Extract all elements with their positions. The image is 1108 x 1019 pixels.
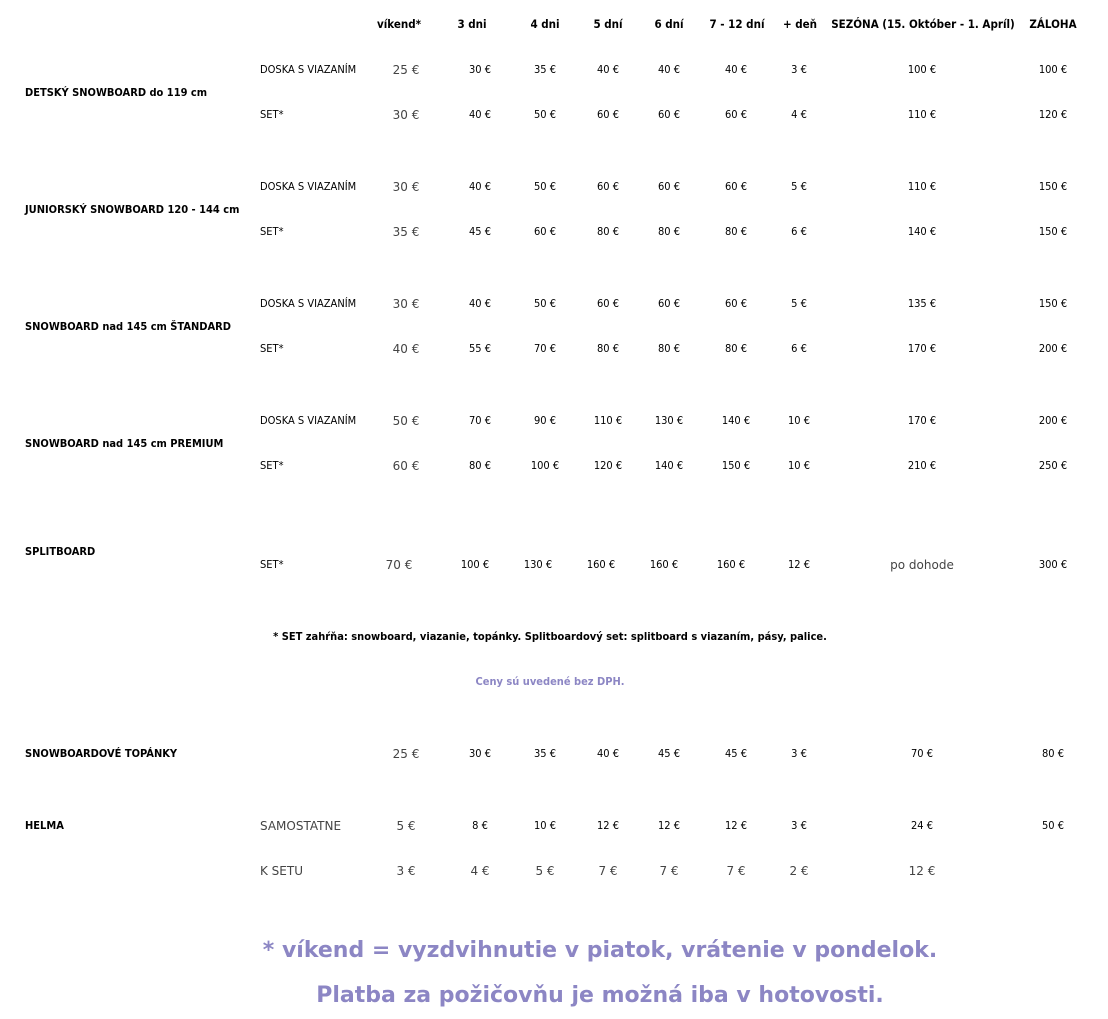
price-cell: 60 €	[596, 297, 620, 310]
price-cell: 160 €	[649, 558, 679, 571]
price-cell: po dohode	[890, 558, 954, 572]
price-cell: 140 €	[907, 225, 937, 238]
price-cell: 60 €	[657, 297, 681, 310]
column-header: víkend*	[376, 17, 422, 31]
set-note: * SET zahŕňa: snowboard, viazanie, topánky. Splitboardový set: splitboard s viazaním, pásy, palice.	[273, 630, 827, 643]
price-cell: 170 €	[907, 342, 937, 355]
product-name: SNOWBOARD nad 145 cm PREMIUM	[25, 437, 224, 450]
price-cell: 120 €	[1038, 108, 1068, 121]
column-header: 6 dní	[654, 17, 684, 31]
price-cell: 60 €	[724, 297, 748, 310]
price-cell: 40 €	[657, 63, 681, 76]
price-cell: 40 €	[468, 180, 492, 193]
price-cell: 80 €	[596, 342, 620, 355]
price-cell: 70 €	[385, 558, 413, 572]
row-label: DOSKA S VIAZANÍM	[260, 180, 357, 193]
price-cell: 100 €	[1038, 63, 1068, 76]
product-name: SNOWBOARDOVÉ TOPÁNKY	[25, 747, 178, 760]
price-cell: 70 €	[910, 747, 934, 760]
price-cell: 7 €	[598, 864, 618, 878]
price-cell: 60 €	[724, 180, 748, 193]
price-cell: 80 €	[657, 342, 681, 355]
row-label: DOSKA S VIAZANÍM	[260, 297, 357, 310]
price-cell: 5 €	[396, 819, 416, 833]
price-cell: 80 €	[657, 225, 681, 238]
price-cell: 55 €	[468, 342, 492, 355]
product-name: SPLITBOARD	[25, 545, 96, 558]
price-cell: 35 €	[533, 63, 557, 76]
row-label: SAMOSTATNE	[260, 819, 342, 833]
price-cell: 40 €	[468, 108, 492, 121]
price-cell: 35 €	[392, 225, 420, 239]
column-header: 5 dní	[593, 17, 623, 31]
price-cell: 6 €	[791, 342, 807, 355]
price-cell: 4 €	[470, 864, 490, 878]
column-header: ZÁLOHA	[1029, 17, 1077, 31]
price-cell: 200 €	[1038, 342, 1068, 355]
price-cell: 12 €	[657, 819, 681, 832]
price-cell: 210 €	[907, 459, 937, 472]
price-cell: 110 €	[593, 414, 623, 427]
price-cell: 120 €	[593, 459, 623, 472]
price-cell: 4 €	[791, 108, 807, 121]
price-cell: 140 €	[721, 414, 751, 427]
column-header: 3 dni	[457, 17, 487, 31]
vat-note: Ceny sú uvedené bez DPH.	[475, 675, 625, 688]
price-cell: 70 €	[533, 342, 557, 355]
weekend-note: * víkend = vyzdvihnutie v piatok, vrátenie v pondelok.	[262, 938, 938, 963]
price-cell: 5 €	[791, 180, 807, 193]
price-cell: 150 €	[1038, 225, 1068, 238]
price-cell: 100 €	[907, 63, 937, 76]
price-cell: 45 €	[468, 225, 492, 238]
price-cell: 60 €	[724, 108, 748, 121]
price-cell: 3 €	[791, 819, 807, 832]
price-cell: 160 €	[586, 558, 616, 571]
price-cell: 10 €	[787, 459, 811, 472]
row-label: K SETU	[260, 864, 303, 878]
price-cell: 35 €	[533, 747, 557, 760]
price-cell: 3 €	[791, 63, 807, 76]
column-header: SEZÓNA (15. Október - 1. Apríl)	[831, 17, 1015, 31]
price-cell: 30 €	[392, 108, 420, 122]
price-cell: 150 €	[1038, 297, 1068, 310]
price-cell: 2 €	[789, 864, 809, 878]
price-cell: 30 €	[392, 297, 420, 311]
price-cell: 10 €	[787, 414, 811, 427]
row-label: SET*	[260, 108, 284, 121]
row-label: SET*	[260, 342, 284, 355]
product-name: SNOWBOARD nad 145 cm ŠTANDARD	[25, 320, 231, 333]
price-cell: 3 €	[791, 747, 807, 760]
price-cell: 12 €	[724, 819, 748, 832]
price-cell: 300 €	[1038, 558, 1068, 571]
price-cell: 135 €	[907, 297, 937, 310]
price-cell: 110 €	[907, 180, 937, 193]
price-cell: 80 €	[724, 225, 748, 238]
price-cell: 80 €	[596, 225, 620, 238]
column-header: + deň	[782, 17, 818, 31]
price-cell: 40 €	[724, 63, 748, 76]
price-cell: 24 €	[910, 819, 934, 832]
price-cell: 7 €	[726, 864, 746, 878]
price-cell: 150 €	[721, 459, 751, 472]
price-cell: 130 €	[523, 558, 553, 571]
price-cell: 80 €	[1041, 747, 1065, 760]
price-cell: 60 €	[596, 108, 620, 121]
price-cell: 50 €	[1041, 819, 1065, 832]
price-cell: 50 €	[533, 108, 557, 121]
price-cell: 60 €	[596, 180, 620, 193]
price-cell: 90 €	[533, 414, 557, 427]
price-cell: 8 €	[472, 819, 488, 832]
price-cell: 60 €	[657, 108, 681, 121]
price-cell: 60 €	[533, 225, 557, 238]
price-cell: 250 €	[1038, 459, 1068, 472]
price-cell: 40 €	[596, 747, 620, 760]
price-cell: 110 €	[907, 108, 937, 121]
price-cell: 80 €	[724, 342, 748, 355]
price-cell: 100 €	[460, 558, 490, 571]
price-cell: 40 €	[596, 63, 620, 76]
payment-note: Platba za požičovňu je možná iba v hotovosti.	[316, 983, 884, 1008]
price-cell: 100 €	[530, 459, 560, 472]
column-header: 7 - 12 dní	[709, 17, 765, 31]
row-label: SET*	[260, 558, 284, 571]
row-label: DOSKA S VIAZANÍM	[260, 414, 357, 427]
row-label: DOSKA S VIAZANÍM	[260, 63, 357, 76]
price-cell: 45 €	[657, 747, 681, 760]
price-cell: 30 €	[392, 180, 420, 194]
price-cell: 3 €	[396, 864, 416, 878]
price-cell: 170 €	[907, 414, 937, 427]
price-cell: 25 €	[392, 63, 420, 77]
price-cell: 60 €	[392, 459, 420, 473]
price-cell: 150 €	[1038, 180, 1068, 193]
price-cell: 80 €	[468, 459, 492, 472]
price-cell: 10 €	[533, 819, 557, 832]
price-cell: 45 €	[724, 747, 748, 760]
row-label: SET*	[260, 459, 284, 472]
product-name: DETSKÝ SNOWBOARD do 119 cm	[25, 86, 208, 99]
price-cell: 40 €	[392, 342, 420, 356]
price-cell: 12 €	[787, 558, 811, 571]
product-name: JUNIORSKÝ SNOWBOARD 120 - 144 cm	[25, 203, 240, 216]
price-cell: 70 €	[468, 414, 492, 427]
price-cell: 160 €	[716, 558, 746, 571]
price-cell: 5 €	[791, 297, 807, 310]
price-cell: 130 €	[654, 414, 684, 427]
product-name: HELMA	[25, 819, 64, 832]
price-cell: 7 €	[659, 864, 679, 878]
price-cell: 6 €	[791, 225, 807, 238]
price-cell: 140 €	[654, 459, 684, 472]
row-label: SET*	[260, 225, 284, 238]
price-cell: 40 €	[468, 297, 492, 310]
price-cell: 30 €	[468, 747, 492, 760]
column-header: 4 dni	[530, 17, 560, 31]
price-cell: 50 €	[533, 180, 557, 193]
price-cell: 200 €	[1038, 414, 1068, 427]
price-cell: 50 €	[392, 414, 420, 428]
price-cell: 25 €	[392, 747, 420, 761]
price-cell: 5 €	[535, 864, 555, 878]
price-cell: 12 €	[596, 819, 620, 832]
price-cell: 50 €	[533, 297, 557, 310]
price-cell: 30 €	[468, 63, 492, 76]
price-cell: 60 €	[657, 180, 681, 193]
price-cell: 12 €	[908, 864, 936, 878]
